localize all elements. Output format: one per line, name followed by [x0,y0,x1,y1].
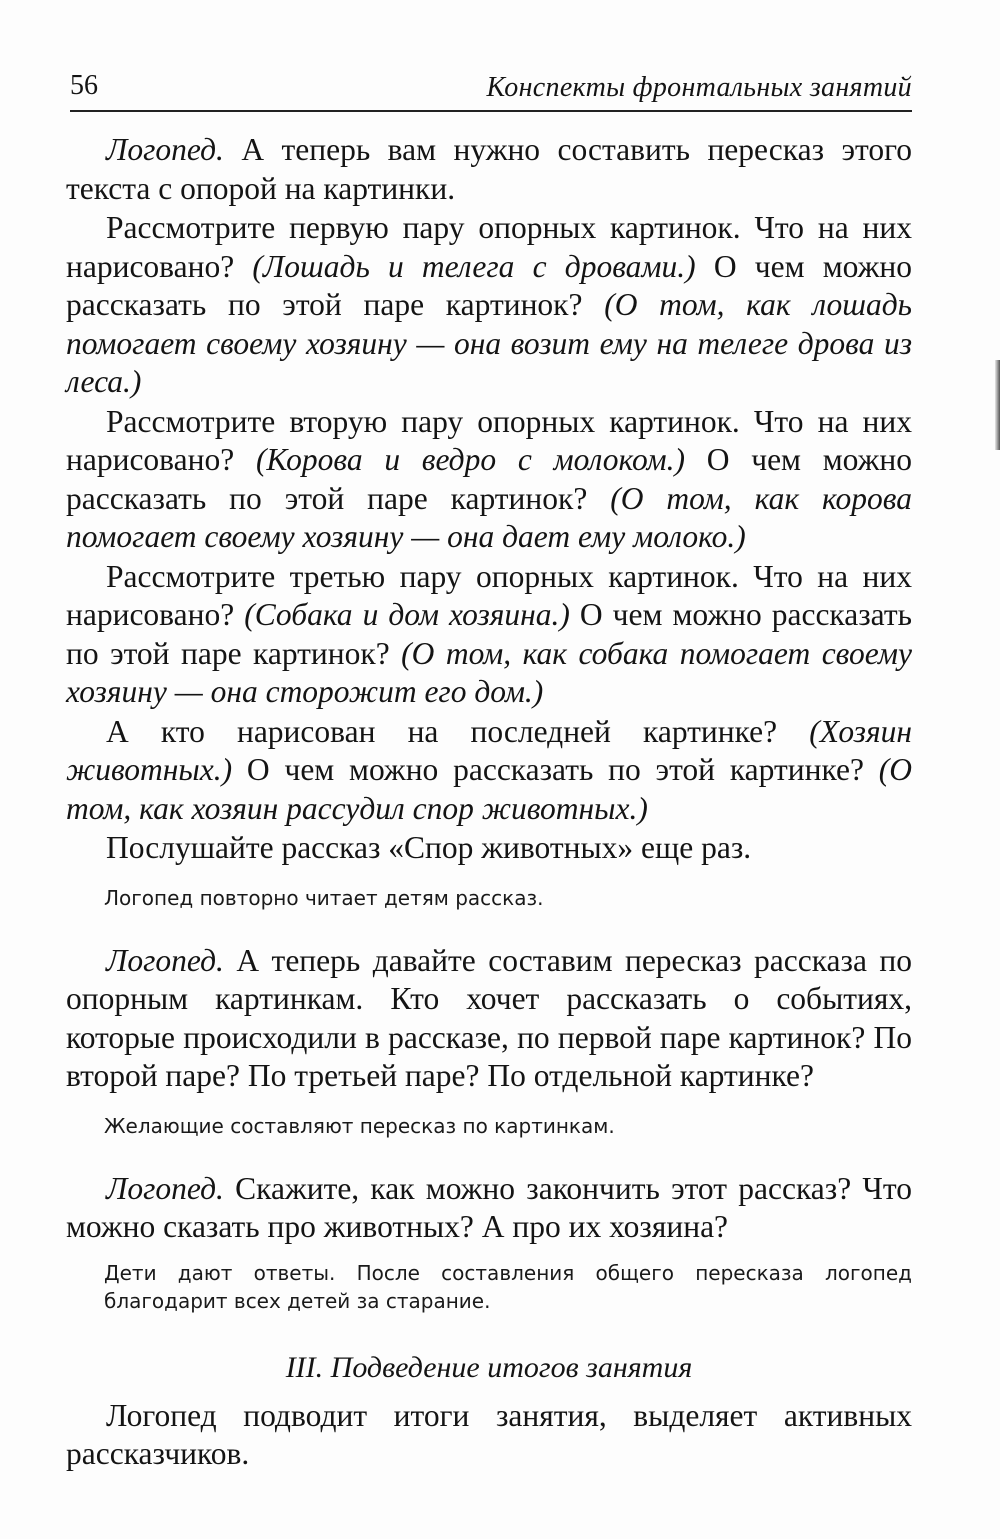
question-text: О чем можно рассказать по этой картинке? [232,752,879,787]
question-text: А кто нарисован на последней картинке? [106,713,810,749]
question-text: Рассмотрите вторую пару опорных картинок. Что на них нарисовано? [66,403,912,477]
page-content [66,131,912,1475]
stage-direction-2: Желающие составляют пересказ по картинкам. [104,1113,615,1138]
paragraph-text: Скажите, как можно закончить этот рассказ? Что можно сказать про животных? А про их хозяина? [66,1170,912,1244]
paragraph-8 [66,1170,912,1247]
paragraph-9: Логопед подводит итоги занятия, выделяет активных рассказчиков. [66,1397,912,1471]
page-edge-shadow [995,360,1000,450]
page-header [70,70,912,112]
speaker-label: Логопед. [106,942,224,978]
stage-direction-1: Логопед повторно читает детям рассказ. [104,885,544,910]
paragraph-text: А теперь давайте составим пересказ рассказа по опорным картинкам. Кто хочет рассказать о событиях, которые происходили в рассказе, по первой паре картинок? По второй паре? По третьей паре? По отдельной картинке? [66,942,912,1093]
speaker-label: Логопед. [106,132,224,167]
question-text: О чем можно рассказать по этой паре картинок? [66,597,912,671]
question-text: О чем можно рассказать по этой паре картинок? [66,442,912,516]
paragraph-4 [66,558,912,712]
page-number: 56 [70,70,98,101]
answer-text: (О том, как лошадь помогает своему хозяину — она возит ему на телеге дрова из леса.) [66,287,913,399]
question-text: Рассмотрите третью пару опорных картинок. Что на них нарисовано? [66,558,912,632]
answer-text: (Собака и дом хозяина.) [244,597,570,632]
answer-text: (О том, как корова помогает своему хозяину — она дает ему молоко.) [66,480,912,554]
paragraph-text: А теперь вам нужно составить пересказ этого текста с опорой на картинки. [66,132,912,206]
paragraph-2 [66,209,912,402]
answer-text: (О том, как хозяин рассудил спор животных.) [66,752,912,826]
section-title: III. Подведение итогов занятия [285,1350,693,1384]
speaker-label: Логопед. [106,1170,224,1206]
answer-text: (Хозяин животных.) [66,713,912,787]
paragraph-5 [66,713,912,829]
question-text: Рассмотрите первую пару опорных картинок. Что на них нарисовано? [66,210,912,284]
answer-text: (Лошадь и телега с дровами.) [252,248,696,284]
paragraph-3 [66,403,912,557]
paragraph-7 [66,942,912,1096]
stage-direction-3: Дети дают ответы. После составления общего пересказа логопед благодарит всех детей за старание. [104,1260,912,1313]
question-text: О чем можно рассказать по этой паре картинок? [66,248,912,322]
paragraph-6: Послушайте рассказ «Спор животных» еще раз. [106,830,752,865]
running-title: Конспекты фронтальных занятий [486,72,912,103]
paragraph-1 [66,131,912,208]
answer-text: (Корова и ведро с молоком.) [255,442,686,477]
answer-text: (О том, как собака помогает своему хозяину — она сторожит его дом.) [66,635,912,709]
